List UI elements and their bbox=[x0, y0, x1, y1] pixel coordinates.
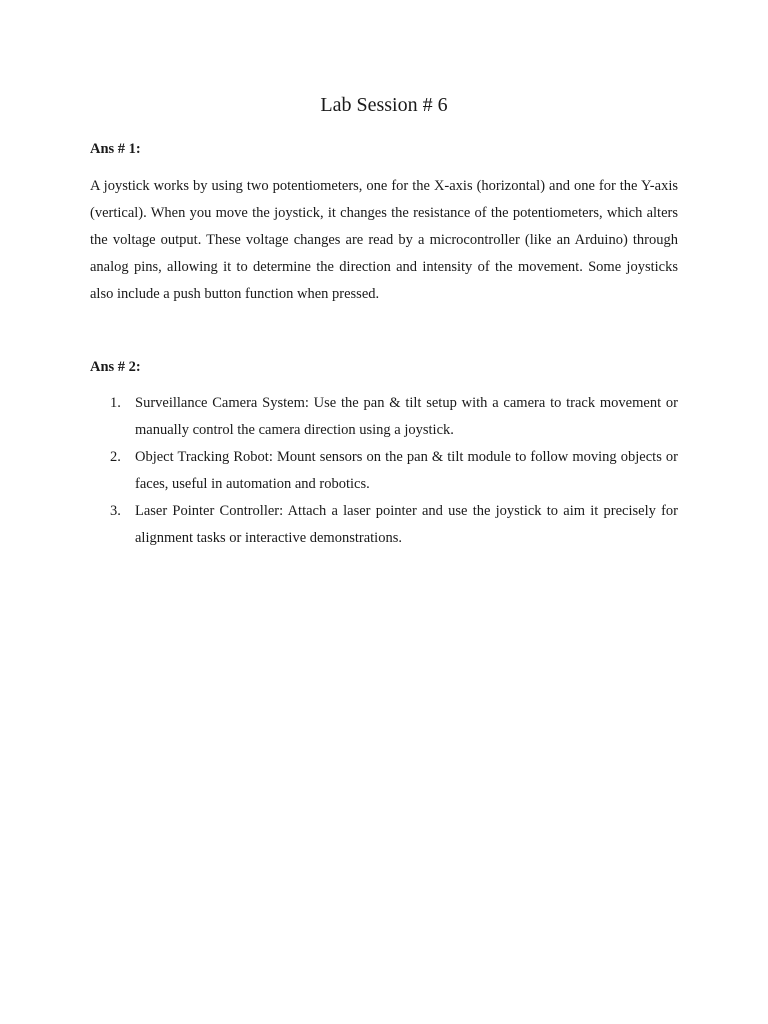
list-item bbox=[90, 390, 678, 444]
list-item-text: Laser Pointer Controller: Attach a laser pointer and use the joystick to aim it precisely for alignment tasks or interactive demonstrations. bbox=[135, 503, 678, 546]
answer-1-paragraph: A joystick works by using two potentiometers, one for the X-axis (horizontal) and one for the Y-axis (vertical). When you move the joystick, it changes the resistance of the potentiometers, which alters the voltage output. These voltage changes are read by a microcontroller (like an Arduino) through analog pins, allowing it to determine the direction and intensity of the movement. Some joysticks also include a push button function when pressed. bbox=[90, 178, 678, 302]
list-item bbox=[90, 498, 678, 552]
list-item-number: 1. bbox=[110, 395, 121, 411]
list-item bbox=[90, 444, 678, 498]
answer-1-heading: Ans # 1: bbox=[90, 141, 141, 157]
answer-2-list bbox=[90, 390, 678, 552]
answer-2-heading: Ans # 2: bbox=[90, 359, 141, 375]
list-item-text: Surveillance Camera System: Use the pan & tilt setup with a camera to track movement or manually control the camera direction using a joystick. bbox=[135, 395, 678, 438]
document-page bbox=[90, 0, 678, 1024]
page-title: Lab Session # 6 bbox=[320, 94, 448, 116]
list-item-number: 3. bbox=[110, 503, 121, 519]
list-item-text: Object Tracking Robot: Mount sensors on the pan & tilt module to follow moving objects or faces, useful in automation and robotics. bbox=[135, 449, 678, 492]
list-item-number: 2. bbox=[110, 449, 121, 465]
